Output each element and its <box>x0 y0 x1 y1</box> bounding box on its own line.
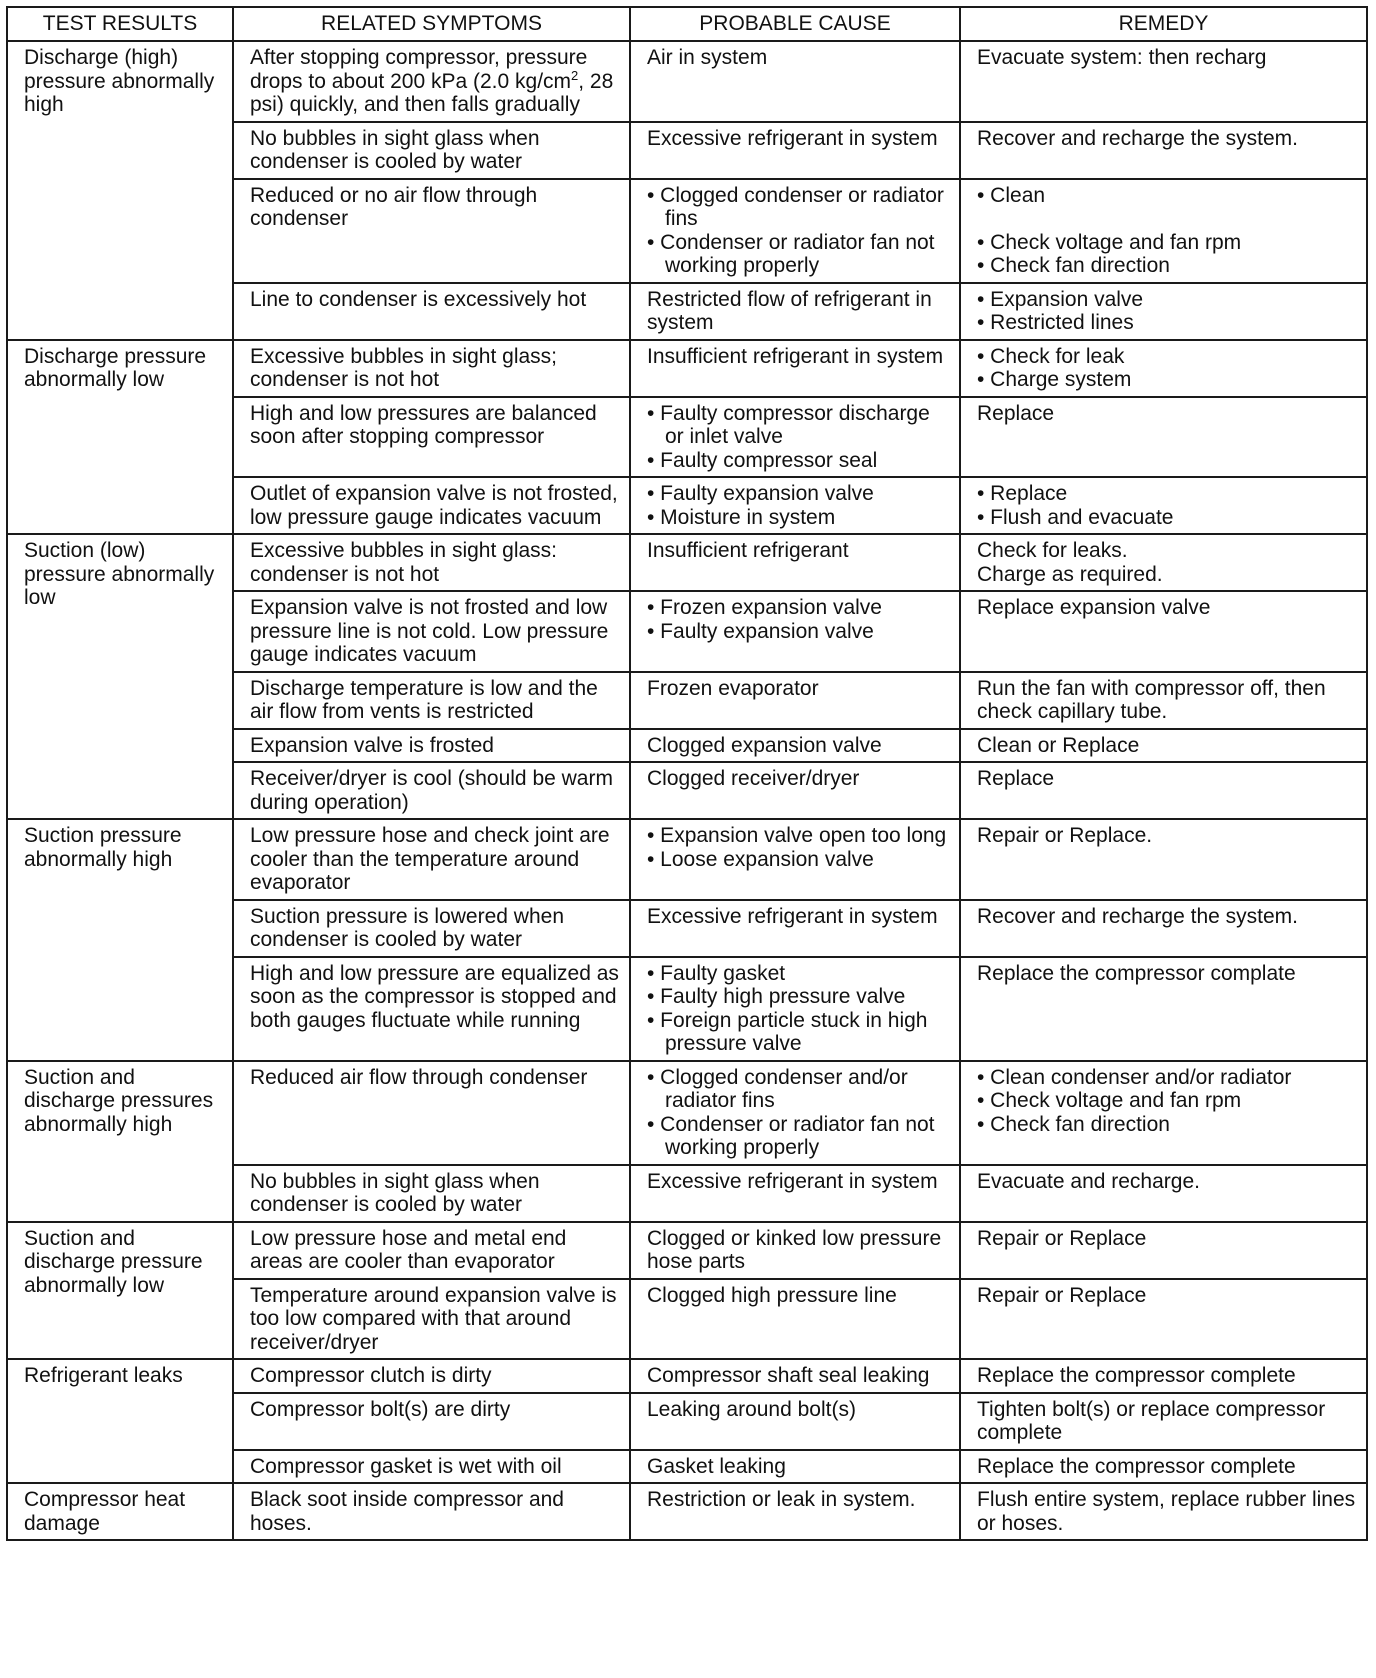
remedy-cell: Tighten bolt(s) or replace compressor complete <box>960 1393 1367 1450</box>
list-item: • Moisture in system <box>647 505 836 529</box>
symptom-cell: No bubbles in sight glass when condenser is cooled by water <box>233 1165 630 1222</box>
test-result-cell: Discharge pressure abnormally low <box>7 340 233 535</box>
symptom-cell: Black soot inside compressor and hoses. <box>233 1483 630 1540</box>
symptom-cell: Expansion valve is not frosted and low pressure line is not cold. Low pressure gauge indicates vacuum <box>233 591 630 672</box>
remedy-cell: Replace the compressor complate <box>960 957 1367 1061</box>
list-item: • Clogged condenser or radiator fins <box>647 183 944 230</box>
cause-cell: Excessive refrigerant in system <box>630 900 960 957</box>
cause-cell: Leaking around bolt(s) <box>630 1393 960 1450</box>
header-test-results: TEST RESULTS <box>7 7 233 41</box>
list-item: • Foreign particle stuck in high pressure valve <box>647 1008 928 1055</box>
list-item: • Clean <box>977 183 1046 207</box>
cause-cell <box>630 591 960 672</box>
test-result-cell: Compressor heat damage <box>7 1483 233 1540</box>
remedy-cell: Recover and recharge the system. <box>960 122 1367 179</box>
table-row <box>7 1222 1367 1279</box>
cause-cell <box>630 957 960 1061</box>
list-item: • Check voltage and fan rpm <box>977 230 1242 254</box>
cause-cell: Frozen evaporator <box>630 672 960 729</box>
list-item: • Frozen expansion valve <box>647 596 882 619</box>
remedy-cell: Flush entire system, replace rubber lines or hoses. <box>960 1483 1367 1540</box>
test-result-cell: Suction (low) pressure abnormally low <box>7 534 233 819</box>
list-item: • Faulty compressor seal <box>647 448 878 472</box>
cause-cell <box>630 397 960 478</box>
remedy-cell: Check for leaks. Charge as required. <box>960 534 1367 591</box>
table-row <box>7 1061 1367 1165</box>
remedy-cell <box>960 1061 1367 1165</box>
list-item: • Flush and evacuate <box>977 505 1174 529</box>
cause-cell <box>630 477 960 534</box>
cause-cell <box>630 1061 960 1165</box>
cause-cell: Air in system <box>630 41 960 122</box>
symptom-cell: Reduced air flow through condenser <box>233 1061 630 1165</box>
cause-cell: Clogged high pressure line <box>630 1279 960 1360</box>
remedy-cell: Clean or Replace <box>960 729 1367 763</box>
table-row <box>7 1483 1367 1540</box>
symptom-cell: Compressor bolt(s) are dirty <box>233 1393 630 1450</box>
symptom-cell: Compressor clutch is dirty <box>233 1359 630 1393</box>
test-result-cell: Discharge (high) pressure abnormally high <box>7 41 233 340</box>
remedy-cell: Recover and recharge the system. <box>960 900 1367 957</box>
table-row <box>7 41 1367 122</box>
remedy-cell: Replace the compressor complete <box>960 1450 1367 1484</box>
symptom-cell: Outlet of expansion valve is not frosted, low pressure gauge indicates vacuum <box>233 477 630 534</box>
symptom-cell: Line to condenser is excessively hot <box>233 283 630 340</box>
list-item: • Faulty compressor discharge or inlet valve <box>647 401 930 448</box>
list-item: • Replace <box>977 482 1068 505</box>
symptom-cell: Compressor gasket is wet with oil <box>233 1450 630 1484</box>
test-result-cell: Suction and discharge pressure abnormally low <box>7 1222 233 1360</box>
cause-cell: Gasket leaking <box>630 1450 960 1484</box>
remedy-cell: Repair or Replace <box>960 1222 1367 1279</box>
remedy-cell: Evacuate system: then recharg <box>960 41 1367 122</box>
symptom-cell: After stopping compressor, pressure drops to about 200 kPa (2.0 $kg/cm^2$, 28 psi) quickly, and then falls gradually <box>233 41 630 122</box>
header-row <box>7 7 1367 41</box>
cause-cell: Insufficient refrigerant in system <box>630 340 960 397</box>
header-remedy: REMEDY <box>960 7 1367 41</box>
list-item: • Faulty gasket <box>647 961 786 985</box>
cause-cell <box>630 179 960 283</box>
symptom-cell: No bubbles in sight glass when condenser is cooled by water <box>233 122 630 179</box>
list-item: • Loose expansion valve <box>647 847 874 871</box>
troubleshooting-table <box>6 6 1368 1541</box>
cause-cell: Clogged expansion valve <box>630 729 960 763</box>
remedy-cell: Run the fan with compressor off, then check capillary tube. <box>960 672 1367 729</box>
table-row <box>7 534 1367 591</box>
list-item: • Clogged condenser and/or radiator fins <box>647 1065 908 1112</box>
list-item: • Restricted lines <box>977 311 1134 334</box>
remedy-cell <box>960 283 1367 340</box>
troubleshooting-sheet <box>6 6 1366 1541</box>
symptom-cell: Reduced or no air flow through condenser <box>233 179 630 283</box>
list-item: • Check fan direction <box>977 254 1170 277</box>
remedy-cell: Evacuate and recharge. <box>960 1165 1367 1222</box>
remedy-cell: Replace the compressor complete <box>960 1359 1367 1393</box>
test-result-cell: Suction pressure abnormally high <box>7 819 233 1061</box>
cause-cell: Clogged or kinked low pressure hose parts <box>630 1222 960 1279</box>
list-item: • Clean condenser and/or radiator <box>977 1065 1292 1089</box>
cause-cell: Restricted flow of refrigerant in system <box>630 283 960 340</box>
remedy-cell <box>960 477 1367 534</box>
remedy-cell: Replace expansion valve <box>960 591 1367 672</box>
symptom-cell: Suction pressure is lowered when condenser is cooled by water <box>233 900 630 957</box>
cause-cell <box>630 819 960 900</box>
remedy-cell: Repair or Replace. <box>960 819 1367 900</box>
list-item: • Check for leak <box>977 344 1125 368</box>
remedy-cell: Replace <box>960 397 1367 478</box>
symptom-cell: Excessive bubbles in sight glass: condenser is not hot <box>233 534 630 591</box>
list-item: • Faulty expansion valve <box>647 482 874 505</box>
cause-cell: Compressor shaft seal leaking <box>630 1359 960 1393</box>
symptom-cell: Discharge temperature is low and the air flow from vents is restricted <box>233 672 630 729</box>
symptom-cell: Temperature around expansion valve is too low compared with that around receiver/dryer <box>233 1279 630 1360</box>
symptom-cell: Receiver/dryer is cool (should be warm during operation) <box>233 762 630 819</box>
list-item: • Condenser or radiator fan not working properly <box>647 1112 935 1159</box>
remedy-cell: Replace <box>960 762 1367 819</box>
test-result-cell: Suction and discharge pressures abnormally high <box>7 1061 233 1222</box>
table-row <box>7 1359 1367 1393</box>
symptom-cell: High and low pressure are equalized as soon as the compressor is stopped and both gauges fluctuate while running <box>233 957 630 1061</box>
symptom-cell: Low pressure hose and metal end areas are cooler than evaporator <box>233 1222 630 1279</box>
symptom-cell: High and low pressures are balanced soon after stopping compressor <box>233 397 630 478</box>
cause-cell: Excessive refrigerant in system <box>630 122 960 179</box>
symptom-cell: Excessive bubbles in sight glass; condenser is not hot <box>233 340 630 397</box>
list-item: • Charge system <box>977 368 1132 391</box>
list-item: • Check voltage and fan rpm <box>977 1089 1242 1112</box>
remedy-cell <box>960 179 1367 283</box>
symptom-cell: Low pressure hose and check joint are cooler than the temperature around evaporator <box>233 819 630 900</box>
header-probable-cause: PROBABLE CAUSE <box>630 7 960 41</box>
list-item: • Expansion valve open too long <box>647 824 947 847</box>
table-row <box>7 819 1367 900</box>
list-item: • Faulty expansion valve <box>647 619 874 643</box>
header-related-symptoms: RELATED SYMPTOMS <box>233 7 630 41</box>
list-item: • Faulty high pressure valve <box>647 985 906 1008</box>
table-row <box>7 340 1367 397</box>
remedy-cell <box>960 340 1367 397</box>
remedy-cell: Repair or Replace <box>960 1279 1367 1360</box>
cause-cell: Insufficient refrigerant <box>630 534 960 591</box>
list-item: • Expansion valve <box>977 287 1144 311</box>
cause-cell: Excessive refrigerant in system <box>630 1165 960 1222</box>
cause-cell: Clogged receiver/dryer <box>630 762 960 819</box>
list-item: • Condenser or radiator fan not working properly <box>647 230 935 277</box>
list-item: • Check fan direction <box>977 1112 1170 1136</box>
test-result-cell: Refrigerant leaks <box>7 1359 233 1483</box>
cause-cell: Restriction or leak in system. <box>630 1483 960 1540</box>
symptom-cell: Expansion valve is frosted <box>233 729 630 763</box>
